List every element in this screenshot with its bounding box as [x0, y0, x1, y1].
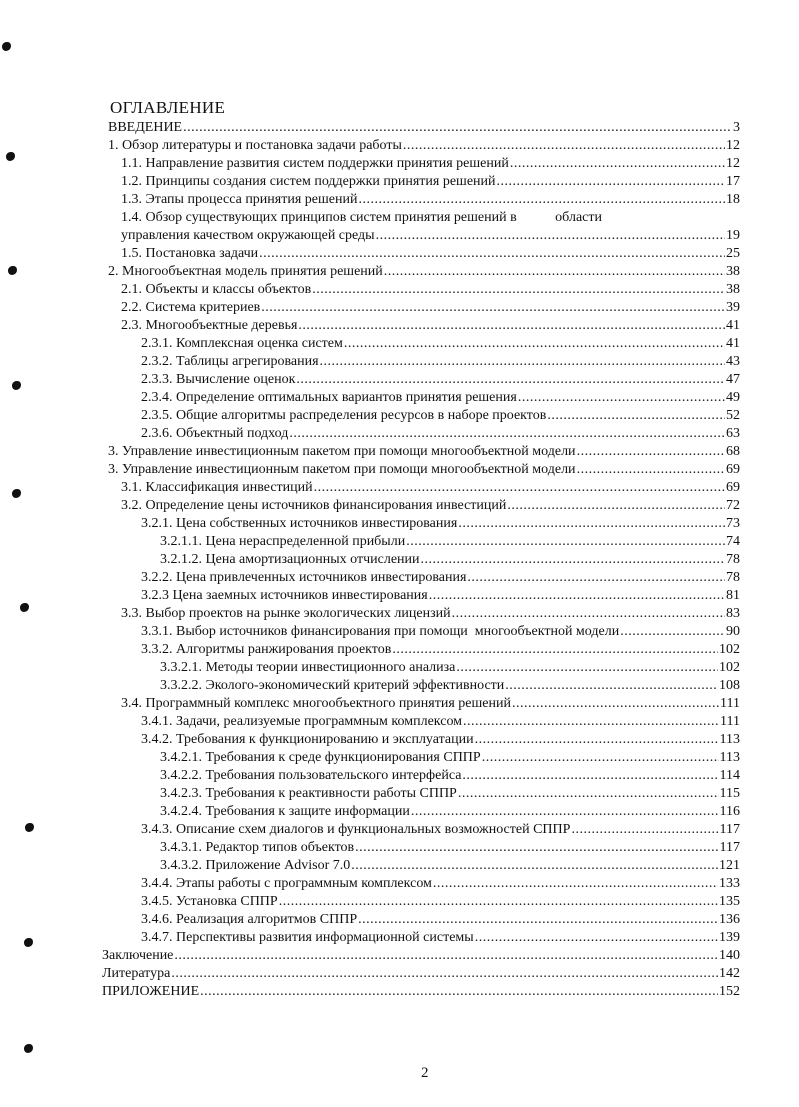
toc-entry-title: Литература — [102, 966, 171, 981]
toc-entry-title: 1.2. Принципы создания систем поддержки принятия решений — [121, 174, 496, 189]
toc-leader-dots — [376, 227, 725, 245]
toc-entry-title: 2.3.6. Объектный подход — [141, 426, 289, 441]
toc-entry-page: 43 — [726, 354, 740, 369]
toc-entry[interactable] — [102, 947, 740, 965]
toc-entry-page: 41 — [726, 318, 740, 333]
toc-entry-title: 3.4. Программный комплекс многообъектного принятия решений — [121, 696, 511, 711]
toc-leader-dots — [174, 947, 718, 965]
toc-entry-title: 3.3.2.2. Эколого-экономический критерий эффективности — [160, 678, 505, 693]
toc-entry-page: 117 — [719, 822, 740, 837]
toc-entry-title: 2.3.1. Комплексная оценка систем — [141, 336, 343, 351]
toc-entry[interactable] — [108, 479, 740, 497]
toc-entry-page: 18 — [726, 192, 740, 207]
toc-entry-page: 102 — [719, 660, 740, 675]
toc-entry-page: 73 — [726, 516, 740, 531]
toc-entry-page: 113 — [719, 750, 740, 765]
toc-leader-dots — [261, 299, 725, 317]
toc-entry[interactable] — [108, 767, 740, 785]
toc-entry-title: управления качеством окружающей среды — [121, 228, 375, 243]
toc-entry-page: 78 — [726, 552, 740, 567]
toc-entry-page: 17 — [726, 174, 740, 189]
toc-entry[interactable] — [108, 173, 740, 191]
toc-entry-title: 2.3.3. Вычисление оценок — [141, 372, 296, 387]
toc-entry[interactable] — [108, 785, 740, 803]
toc-entry-title: 3.4.1. Задачи, реализуемые программным комплексом — [141, 714, 463, 729]
toc-leader-dots — [505, 677, 718, 695]
toc-leader-dots — [351, 857, 718, 875]
toc-entry[interactable] — [108, 659, 740, 677]
toc-entry[interactable] — [108, 497, 740, 515]
toc-entry-page: 74 — [726, 534, 740, 549]
toc-leader-dots — [497, 173, 725, 191]
toc-entry[interactable] — [108, 857, 740, 875]
toc-leader-dots — [507, 497, 725, 515]
toc-entry[interactable] — [108, 227, 740, 245]
toc-entry-page: 81 — [726, 588, 740, 603]
scan-mark — [12, 489, 21, 498]
toc-entry[interactable] — [108, 245, 740, 263]
toc-entry-title: 3.3.2.1. Методы теории инвестиционного анализа — [160, 660, 456, 675]
toc-entry-page: 83 — [726, 606, 740, 621]
toc-leader-dots — [458, 515, 725, 533]
toc-entry-title: 3.4.4. Этапы работы с программным комплексом — [141, 876, 432, 891]
toc-entry[interactable] — [108, 893, 740, 911]
toc-entry-page: 41 — [726, 336, 740, 351]
toc-entry[interactable] — [108, 443, 740, 461]
toc-entry-page: 19 — [726, 228, 740, 243]
toc-leader-dots — [392, 641, 718, 659]
page-number: 2 — [421, 1065, 429, 1081]
toc-entry-page: 117 — [719, 840, 740, 855]
toc-leader-dots — [462, 767, 718, 785]
toc-leader-dots — [475, 731, 719, 749]
toc-entry[interactable] — [108, 803, 740, 821]
toc-entry-page: 152 — [719, 984, 740, 999]
toc-leader-dots — [433, 875, 718, 893]
toc-entry-title: 2.1. Объекты и классы объектов — [121, 282, 312, 297]
toc-entry-page: 72 — [726, 498, 740, 513]
toc-entry[interactable] — [102, 983, 740, 1001]
toc-entry-page: 108 — [719, 678, 740, 693]
toc-entry[interactable] — [108, 353, 740, 371]
toc-entry-page: 38 — [726, 282, 740, 297]
toc-entry-page: 68 — [726, 444, 740, 459]
toc-entry[interactable] — [108, 605, 740, 623]
toc-leader-dots — [518, 389, 725, 407]
toc-leader-dots — [512, 695, 719, 713]
scan-mark — [24, 938, 33, 947]
toc-entry-title: 3. Управление инвестиционным пакетом при помощи многообъектной модели — [108, 462, 576, 477]
toc-entry-page: 116 — [719, 804, 740, 819]
toc-entry[interactable] — [108, 263, 740, 281]
scan-mark — [12, 381, 21, 390]
toc-entry-title: 1.1. Направление развития систем поддержки принятия решений — [121, 156, 509, 171]
toc-entry-page: 47 — [726, 372, 740, 387]
toc-entry[interactable] — [108, 623, 740, 641]
toc-entry-page: 142 — [719, 966, 740, 981]
page-title: ОГЛАВЛЕНИЕ — [110, 98, 226, 117]
toc-entry-title: 3. Управление инвестиционным пакетом при помощи многообъектной модели — [108, 444, 576, 459]
toc-entry[interactable] — [108, 641, 740, 659]
toc-entry[interactable] — [108, 731, 740, 749]
toc-leader-dots — [421, 551, 725, 569]
toc-leader-dots — [452, 605, 725, 623]
toc-entry[interactable] — [108, 911, 740, 929]
toc-entry-page: 38 — [726, 264, 740, 279]
toc-entry-title: 3.2.2. Цена привлеченных источников инвестирования — [141, 570, 467, 585]
toc-entry[interactable] — [108, 587, 740, 605]
toc-entry[interactable] — [108, 317, 740, 335]
toc-leader-dots — [406, 533, 725, 551]
toc-leader-dots — [298, 317, 725, 335]
toc-entry[interactable] — [108, 839, 740, 857]
toc-leader-dots — [429, 587, 725, 605]
toc-entry[interactable] — [108, 299, 740, 317]
toc-leader-dots — [358, 191, 725, 209]
toc-entry-title: 2.3.4. Определение оптимальных вариантов принятия решения — [141, 390, 517, 405]
toc-entry-page: 63 — [726, 426, 740, 441]
toc-leader-dots — [411, 803, 719, 821]
toc-entry-page: 133 — [719, 876, 740, 891]
toc-entry-title: 3.4.6. Реализация алгоритмов СППР — [141, 912, 358, 927]
toc-entry-title: 2.3.5. Общие алгоритмы распределения ресурсов в наборе проектов — [141, 408, 547, 423]
toc-entry-page: 78 — [726, 570, 740, 585]
toc-leader-dots — [475, 929, 718, 947]
toc-leader-dots — [355, 839, 718, 857]
toc-entry[interactable] — [108, 371, 740, 389]
toc-leader-dots — [456, 659, 718, 677]
toc-entry-title: 3.3. Выбор проектов на рынке экологических лицензий — [121, 606, 451, 621]
toc-leader-dots — [403, 137, 725, 155]
toc-entry-title: 3.4.3.1. Редактор типов объектов — [160, 840, 355, 855]
scan-mark — [8, 266, 17, 275]
toc-entry-title: 3.4.3.2. Приложение Advisor 7.0 — [160, 858, 351, 873]
toc-entry[interactable] — [108, 137, 740, 155]
toc-entry[interactable] — [108, 119, 740, 137]
toc-leader-dots — [171, 965, 718, 983]
toc-entry-title: 3.2.3 Цена заемных источников инвестирования — [141, 588, 428, 603]
toc-entry-page: 115 — [719, 786, 740, 801]
toc-leader-dots — [314, 479, 725, 497]
toc-entry[interactable] — [102, 965, 740, 983]
toc-entry-title: 3.2.1. Цена собственных источников инвестирования — [141, 516, 458, 531]
toc-entry[interactable] — [108, 425, 740, 443]
toc-entry-title: 3.4.3. Описание схем диалогов и функциональных возможностей СППР — [141, 822, 571, 837]
toc-entry-title: 3.3.1. Выбор источников финансирования при помощи многообъектной модели — [141, 624, 620, 639]
toc-entry-page: 111 — [720, 696, 740, 711]
toc-entry-title: 2.2. Система критериев — [121, 300, 261, 315]
toc-entry-page: 69 — [726, 462, 740, 477]
toc-entry[interactable] — [108, 389, 740, 407]
toc-entry[interactable] — [108, 461, 740, 479]
toc-entry-title: 3.4.7. Перспективы развития информационной системы — [141, 930, 474, 945]
table-of-contents — [102, 119, 740, 1001]
toc-entry-title: 3.4.2.3. Требования к реактивности работы СППР — [160, 786, 457, 801]
toc-leader-dots — [312, 281, 725, 299]
toc-entry-page: 121 — [719, 858, 740, 873]
toc-leader-dots — [467, 569, 725, 587]
toc-entry[interactable] — [108, 209, 740, 227]
toc-entry-title: 2.3.2. Таблицы агрегирования — [141, 354, 319, 369]
toc-entry[interactable] — [108, 551, 740, 569]
scan-mark — [2, 42, 11, 51]
toc-leader-dots — [458, 785, 719, 803]
toc-leader-dots — [547, 407, 725, 425]
toc-entry[interactable] — [108, 281, 740, 299]
toc-leader-dots — [200, 983, 718, 1001]
toc-entry-page: 139 — [719, 930, 740, 945]
toc-leader-dots — [259, 245, 725, 263]
toc-entry-page: 111 — [720, 714, 740, 729]
toc-leader-dots — [384, 263, 725, 281]
toc-leader-dots — [183, 119, 732, 137]
toc-entry-page: 140 — [719, 948, 740, 963]
toc-leader-dots — [344, 335, 725, 353]
toc-entry-title: 3.4.2.4. Требования к защите информации — [160, 804, 410, 819]
toc-leader-dots — [620, 623, 725, 641]
toc-entry-title: Заключение — [102, 948, 174, 963]
toc-entry-page: 90 — [726, 624, 740, 639]
toc-entry[interactable] — [108, 821, 740, 839]
toc-entry[interactable] — [108, 191, 740, 209]
scan-mark — [24, 1044, 33, 1053]
toc-entry[interactable] — [108, 713, 740, 731]
toc-entry-title: 3.4.2. Требования к функционированию и эксплуатации — [141, 732, 474, 747]
toc-entry-page: 3 — [733, 120, 740, 135]
toc-entry[interactable] — [108, 533, 740, 551]
toc-entry-page: 12 — [726, 156, 740, 171]
toc-entry-title: 3.3.2. Алгоритмы ранжирования проектов — [141, 642, 392, 657]
toc-entry[interactable] — [108, 155, 740, 173]
toc-entry-title: 3.2.1.2. Цена амортизационных отчислении — [160, 552, 420, 567]
toc-leader-dots — [463, 713, 719, 731]
toc-entry-page: 69 — [726, 480, 740, 495]
toc-entry-page: 102 — [719, 642, 740, 657]
toc-entry-page: 135 — [719, 894, 740, 909]
toc-entry[interactable] — [108, 335, 740, 353]
toc-entry[interactable] — [108, 569, 740, 587]
toc-entry-title: 2.3. Многообъектные деревья — [121, 318, 298, 333]
toc-entry-title: ПРИЛОЖЕНИЕ — [102, 984, 200, 999]
toc-leader-dots — [358, 911, 718, 929]
toc-entry[interactable] — [108, 407, 740, 425]
toc-entry-title: 2. Многообъектная модель принятия решений — [108, 264, 383, 279]
toc-leader-dots — [571, 821, 718, 839]
toc-entry-page: 114 — [719, 768, 740, 783]
toc-leader-dots — [510, 155, 725, 173]
toc-entry-title: 1.4. Обзор существующих принципов систем принятия решений в области — [121, 210, 602, 225]
toc-leader-dots — [482, 749, 719, 767]
toc-entry[interactable] — [108, 677, 740, 695]
toc-entry-title: 1. Обзор литературы и постановка задачи работы — [108, 138, 402, 153]
toc-entry-title: 1.3. Этапы процесса принятия решений — [121, 192, 358, 207]
toc-leader-dots — [296, 371, 725, 389]
toc-leader-dots — [289, 425, 725, 443]
toc-entry[interactable] — [108, 695, 740, 713]
toc-leader-dots — [279, 893, 718, 911]
toc-entry-title: 3.2. Определение цены источников финансирования инвестиций — [121, 498, 507, 513]
toc-leader-dots — [577, 461, 725, 479]
toc-entry[interactable] — [108, 749, 740, 767]
scan-mark — [25, 823, 34, 832]
toc-entry-title: 1.5. Постановка задачи — [121, 246, 259, 261]
toc-entry[interactable] — [108, 875, 740, 893]
toc-entry-page: 136 — [719, 912, 740, 927]
toc-leader-dots — [577, 443, 725, 461]
toc-entry-title: 3.1. Классификация инвестиций — [121, 480, 313, 495]
toc-entry-title: ВВЕДЕНИЕ — [108, 120, 183, 135]
toc-entry-page: 39 — [726, 300, 740, 315]
toc-leader-dots — [320, 353, 725, 371]
toc-entry-page: 52 — [726, 408, 740, 423]
scan-mark — [20, 603, 29, 612]
toc-entry-title: 3.2.1.1. Цена нераспределенной прибыли — [160, 534, 406, 549]
toc-entry-title: 3.4.2.1. Требования к среде функционирования СППР — [160, 750, 481, 765]
scan-mark — [6, 152, 15, 161]
toc-entry-page: 25 — [726, 246, 740, 261]
toc-entry[interactable] — [108, 929, 740, 947]
toc-entry[interactable] — [108, 515, 740, 533]
toc-entry-page: 49 — [726, 390, 740, 405]
toc-entry-page: 12 — [726, 138, 740, 153]
toc-entry-title: 3.4.2.2. Требования пользовательского интерфейса — [160, 768, 462, 783]
toc-entry-page: 113 — [719, 732, 740, 747]
toc-entry-title: 3.4.5. Установка СППР — [141, 894, 278, 909]
